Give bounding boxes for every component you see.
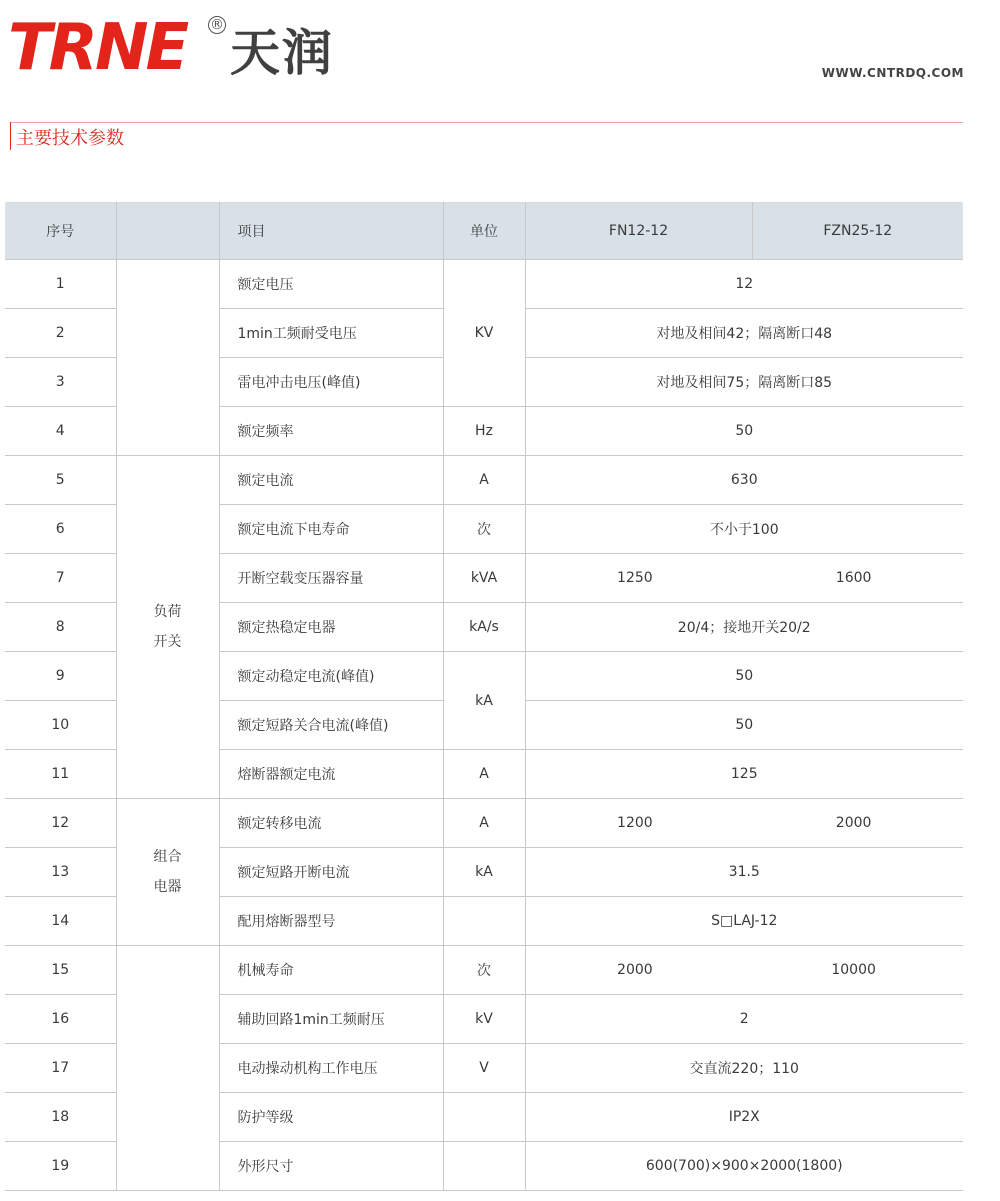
header-unit: 单位: [443, 203, 525, 260]
row-no: 3: [5, 358, 116, 407]
row-item: 辅助回路1min工频耐压: [219, 995, 443, 1044]
row-value: S□LAJ-12: [525, 897, 963, 946]
table-header-row: [5, 203, 963, 260]
row-unit: KV: [443, 260, 525, 407]
row-unit: A: [443, 799, 525, 848]
row-item: 熔断器额定电流: [219, 750, 443, 799]
row-value: 50: [525, 407, 963, 456]
row-item: 额定电压: [219, 260, 443, 309]
group-combo: [116, 799, 219, 946]
group-label-line: 组合: [153, 849, 182, 865]
row-item: 额定转移电流: [219, 799, 443, 848]
row-value: 不小于100: [525, 505, 963, 554]
row-unit: kVA: [443, 554, 525, 603]
row-value: 20/4；接地开关20/2: [525, 603, 963, 652]
group-cell-empty: [116, 946, 219, 1191]
header-group: [116, 203, 219, 260]
row-no: 9: [5, 652, 116, 701]
table-row: [5, 456, 963, 505]
row-unit: [443, 1142, 525, 1191]
row-no: 18: [5, 1093, 116, 1142]
section-title: 主要技术参数: [16, 128, 124, 149]
row-unit: 次: [443, 946, 525, 995]
group-label-line: 负荷: [153, 604, 182, 620]
website-url: WWW.CNTRDQ.COM: [821, 66, 964, 80]
registered-mark: ®: [210, 17, 224, 33]
row-item: 配用熔断器型号: [219, 897, 443, 946]
row-value: 125: [525, 750, 963, 799]
row-no: 4: [5, 407, 116, 456]
group-label-line: 电器: [153, 879, 182, 895]
row-no: 2: [5, 309, 116, 358]
row-unit: [443, 897, 525, 946]
row-no: 7: [5, 554, 116, 603]
row-item: 雷电冲击电压(峰值): [219, 358, 443, 407]
logo-chinese: 天润: [230, 24, 334, 82]
value-model-b: 1600: [835, 570, 872, 586]
row-no: 12: [5, 799, 116, 848]
row-item: 额定电流下电寿命: [219, 505, 443, 554]
row-item: 额定短路关合电流(峰值): [219, 701, 443, 750]
row-no: 19: [5, 1142, 116, 1191]
row-value: 600(700)×900×2000(1800): [525, 1142, 963, 1191]
value-model-b: 10000: [831, 962, 876, 978]
row-item: 额定热稳定电器: [219, 603, 443, 652]
group-load-switch: [116, 456, 219, 799]
row-value: 31.5: [525, 848, 963, 897]
row-value: IP2X: [525, 1093, 963, 1142]
row-unit: kV: [443, 995, 525, 1044]
row-no: 5: [5, 456, 116, 505]
header-model-b: FZN25-12: [752, 203, 963, 260]
section-marker: [10, 122, 11, 150]
row-item: 电动操动机构工作电压: [219, 1044, 443, 1093]
group-cell-empty: [116, 260, 219, 456]
row-value: 2: [525, 995, 963, 1044]
table-row: [5, 946, 963, 995]
group-label-line: 开关: [153, 634, 182, 650]
header-item: 项目: [219, 203, 443, 260]
row-unit: V: [443, 1044, 525, 1093]
row-value-split: [525, 799, 963, 848]
table-row: [5, 260, 963, 309]
row-no: 16: [5, 995, 116, 1044]
row-value: 交直流220；110: [525, 1044, 963, 1093]
spec-table: [5, 202, 963, 1191]
row-no: 11: [5, 750, 116, 799]
row-unit: kA: [443, 848, 525, 897]
row-value: 50: [525, 652, 963, 701]
value-model-a: 1200: [617, 815, 653, 831]
value-model-a: 1250: [617, 570, 653, 586]
row-value: 对地及相间42；隔离断口48: [525, 309, 963, 358]
row-no: 15: [5, 946, 116, 995]
row-unit: A: [443, 750, 525, 799]
row-no: 13: [5, 848, 116, 897]
row-unit: kA: [443, 652, 525, 750]
row-item: 开断空载变压器容量: [219, 554, 443, 603]
row-unit: [443, 1093, 525, 1142]
row-unit: Hz: [443, 407, 525, 456]
value-model-b: 2000: [835, 815, 872, 831]
row-no: 6: [5, 505, 116, 554]
row-item: 额定动稳定电流(峰值): [219, 652, 443, 701]
value-model-a: 2000: [617, 962, 653, 978]
row-item: 防护等级: [219, 1093, 443, 1142]
row-value: 630: [525, 456, 963, 505]
row-item: 外形尺寸: [219, 1142, 443, 1191]
row-item: 额定短路开断电流: [219, 848, 443, 897]
row-unit: kA/s: [443, 603, 525, 652]
row-item: 额定电流: [219, 456, 443, 505]
row-value: 对地及相间75；隔离断口85: [525, 358, 963, 407]
table-row: [5, 799, 963, 848]
row-item: 机械寿命: [219, 946, 443, 995]
header-model-a: FN12-12: [525, 203, 752, 260]
logo-latin: TRNE: [8, 11, 187, 85]
row-value-split: [525, 946, 963, 995]
row-value: 50: [525, 701, 963, 750]
brand-logo: [8, 8, 338, 88]
row-no: 10: [5, 701, 116, 750]
row-value: 12: [525, 260, 963, 309]
row-unit: A: [443, 456, 525, 505]
header-divider: [10, 122, 963, 123]
row-item: 额定频率: [219, 407, 443, 456]
row-unit: 次: [443, 505, 525, 554]
row-no: 8: [5, 603, 116, 652]
row-no: 1: [5, 260, 116, 309]
row-value-split: [525, 554, 963, 603]
row-no: 17: [5, 1044, 116, 1093]
header-no: 序号: [5, 203, 116, 260]
row-item: 1min工频耐受电压: [219, 309, 443, 358]
row-no: 14: [5, 897, 116, 946]
